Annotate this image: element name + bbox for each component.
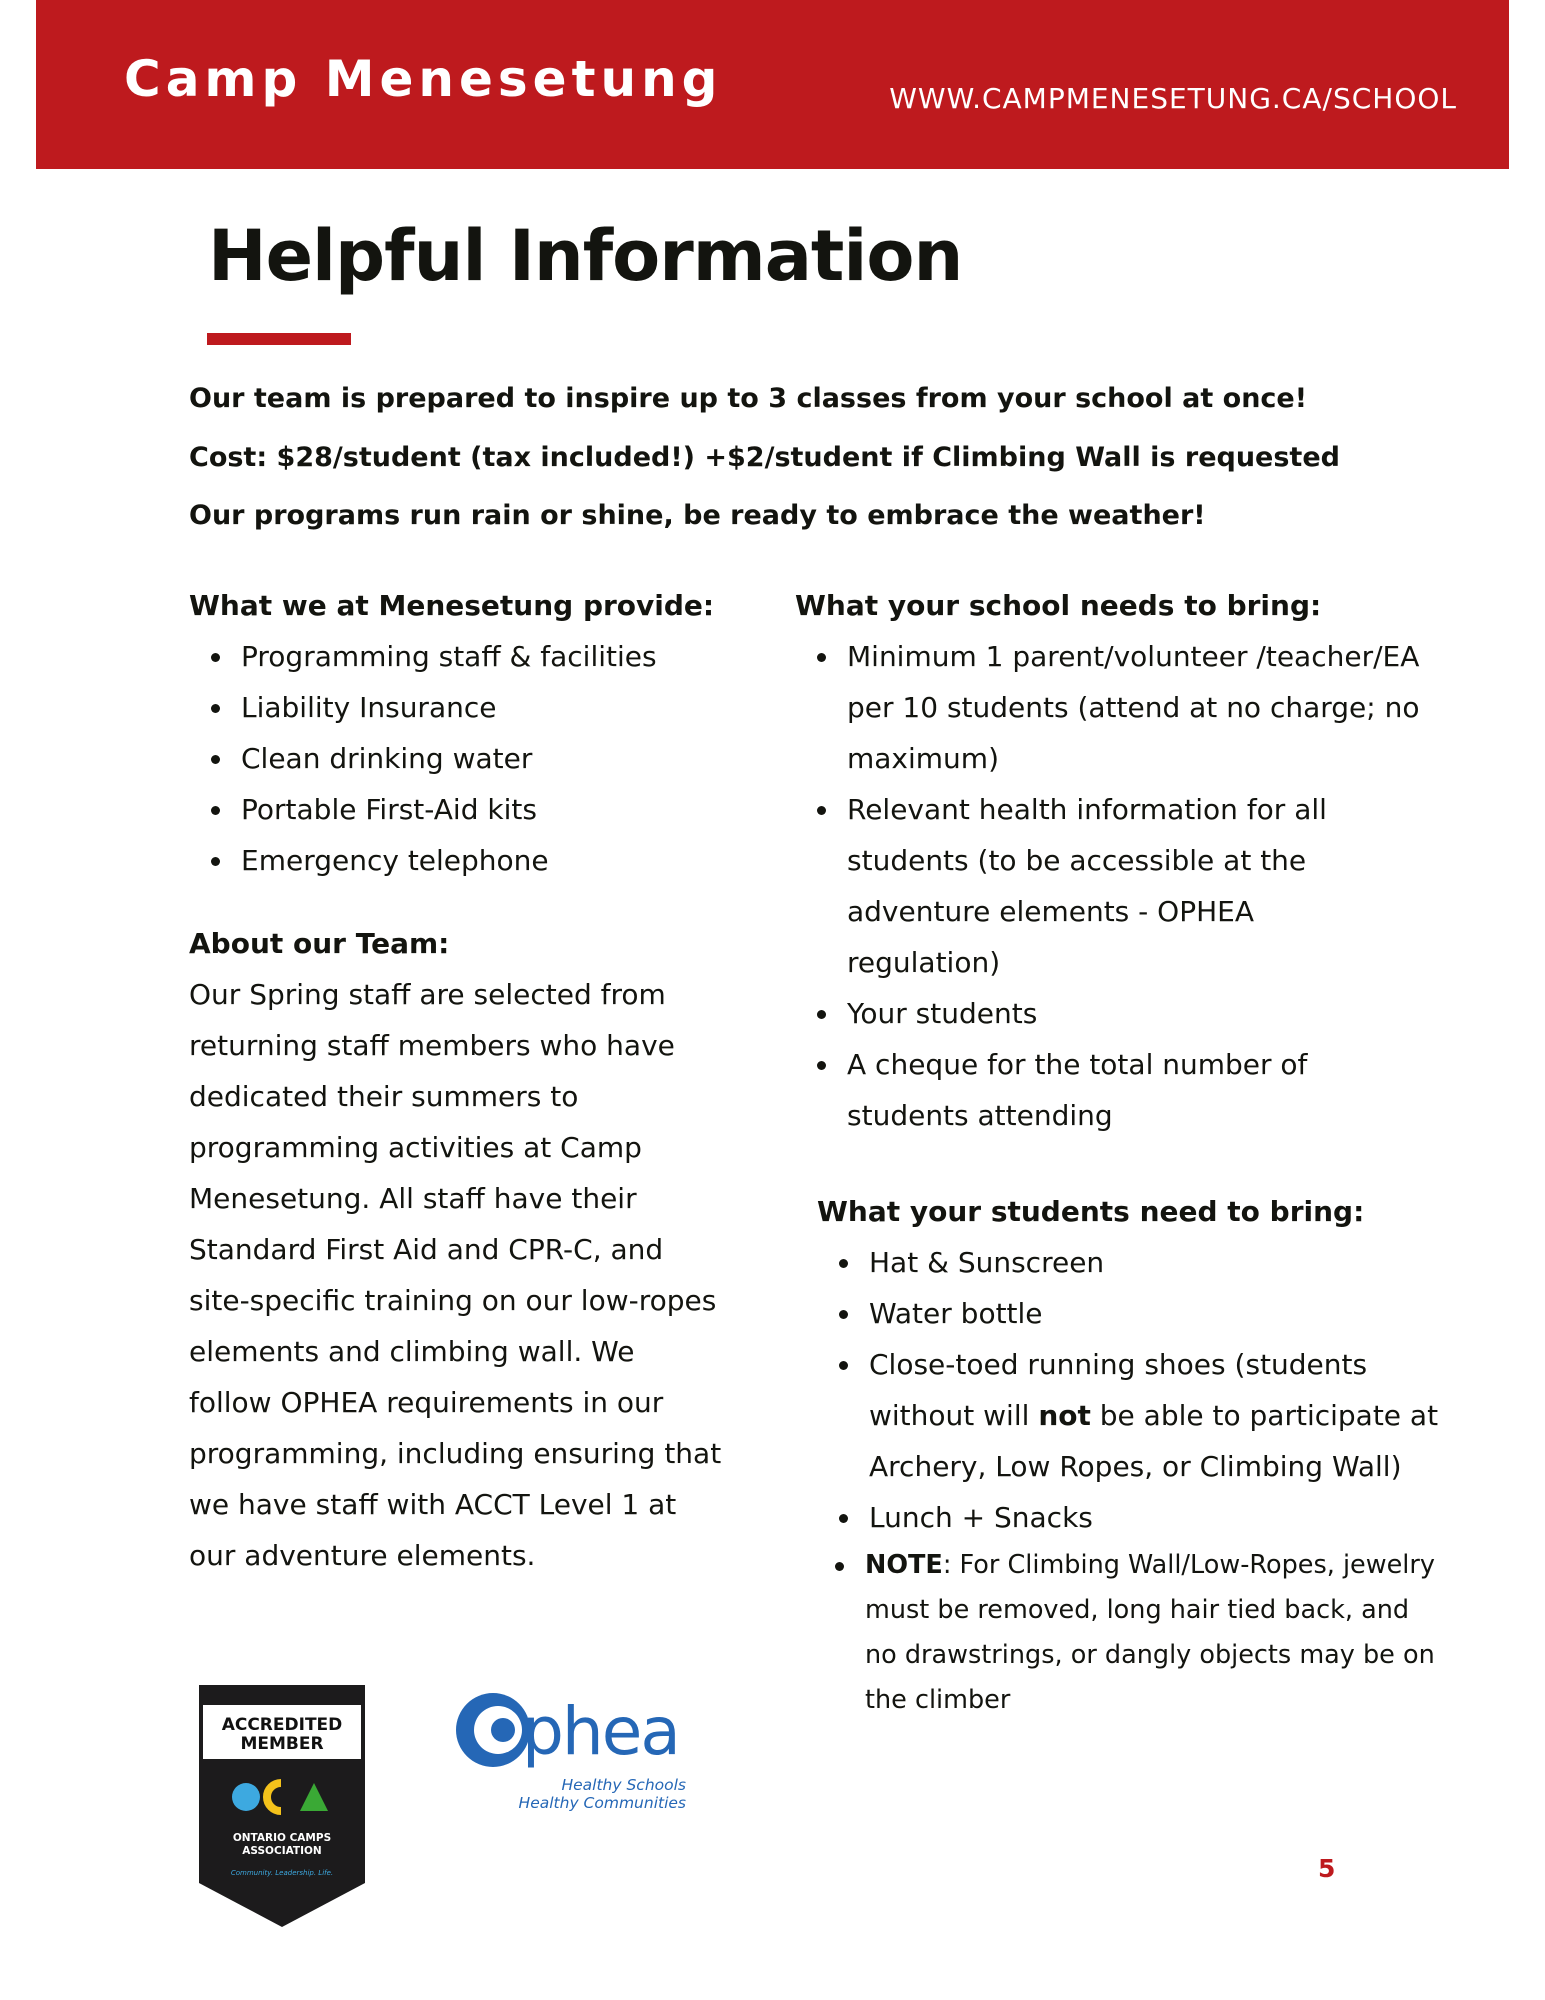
intro-line: Our team is prepared to inspire up to 3 classes from your school at once! [189, 383, 1308, 414]
note-list [817, 1543, 1477, 1723]
website-url: WWW.CAMPMENESETUNG.CA/SCHOOL [889, 82, 1457, 115]
page-number: 5 [1318, 1854, 1336, 1883]
list-item: Hat & Sunscreen [869, 1237, 1477, 1288]
provide-heading: What we at Menesetung provide: [189, 589, 715, 622]
oca-blue-circle-icon [232, 1783, 260, 1811]
team-section [189, 918, 724, 1581]
ophea-line2: Healthy Communities [518, 1794, 686, 1812]
students-section [817, 1186, 1477, 1723]
team-body: Our Spring staff are selected from returning staff members who have dedicated their summers to programming activities at Camp Menesetung. All staff have their Standard First Aid and CPR-C, and site-specific training on our low-ropes elements and climbing wall. We follow OPHEA requirements in our programming, including ensuring that we have staff with ACCT Level 1 at our adventure elements. [189, 978, 722, 1572]
school-list [795, 631, 1455, 1141]
title-accent-bar [207, 333, 351, 345]
badge-org2: ASSOCIATION [242, 1845, 322, 1857]
list-item: Liability Insurance [241, 682, 729, 733]
shoes-emphasis: not [1038, 1399, 1091, 1432]
ophea-line1: Healthy Schools [561, 1776, 686, 1794]
page-title: Helpful Information [208, 215, 963, 297]
ophea-logo [450, 1680, 700, 1820]
list-item: Relevant health information for all students (to be accessible at the adventure elements - OPHEA regulation) [847, 784, 1407, 988]
list-item: Portable First-Aid kits [241, 784, 729, 835]
list-item [869, 1339, 1469, 1492]
note-item [865, 1543, 1445, 1723]
list-item: Emergency telephone [241, 835, 729, 886]
badge-line1: ACCREDITED [221, 1715, 343, 1735]
oca-accredited-badge [199, 1685, 365, 1927]
header-banner [36, 0, 1509, 169]
list-item: Minimum 1 parent/volunteer /teacher/EA per 10 students (attend at no charge; no maximum) [847, 631, 1427, 784]
provide-list [189, 631, 729, 886]
badge-line2: MEMBER [240, 1734, 324, 1754]
provide-section [189, 580, 729, 886]
badge-org1: ONTARIO CAMPS [232, 1832, 332, 1844]
ophea-wordmark: phea [522, 1693, 679, 1770]
note-label: NOTE [865, 1550, 943, 1580]
school-section [795, 580, 1455, 1141]
team-heading: About our Team: [189, 927, 450, 960]
list-item: Water bottle [869, 1288, 1477, 1339]
list-item: Lunch + Snacks [869, 1492, 1477, 1543]
list-item: Your students [847, 988, 1455, 1039]
students-heading: What your students need to bring: [817, 1195, 1365, 1228]
brand-name: Camp Menesetung [124, 50, 723, 108]
note-text: : For Climbing Wall/Low-Ropes, jewelry must be removed, long hair tied back, and no drawstrings, or dangly objects may be on the climber [865, 1550, 1435, 1715]
shoes-text: Close-toed running shoes (students without will [869, 1348, 1368, 1432]
intro-line: Cost: $28/student (tax included!) +$2/student if Climbing Wall is requested [189, 441, 1340, 473]
list-item: A cheque for the total number of students attending [847, 1039, 1367, 1141]
badge-tagline: Community. Leadership. Life. [230, 1869, 334, 1877]
school-heading: What your school needs to bring: [795, 589, 1322, 622]
intro-line: Our programs run rain or shine, be ready to embrace the weather! [189, 500, 1206, 531]
intro-block [189, 370, 1449, 546]
shoes-text-end: be able to participate at Archery, Low Ropes, or Climbing Wall) [869, 1399, 1439, 1483]
list-item: Clean drinking water [241, 733, 729, 784]
students-list [817, 1237, 1477, 1543]
list-item: Programming staff & facilities [241, 631, 729, 682]
